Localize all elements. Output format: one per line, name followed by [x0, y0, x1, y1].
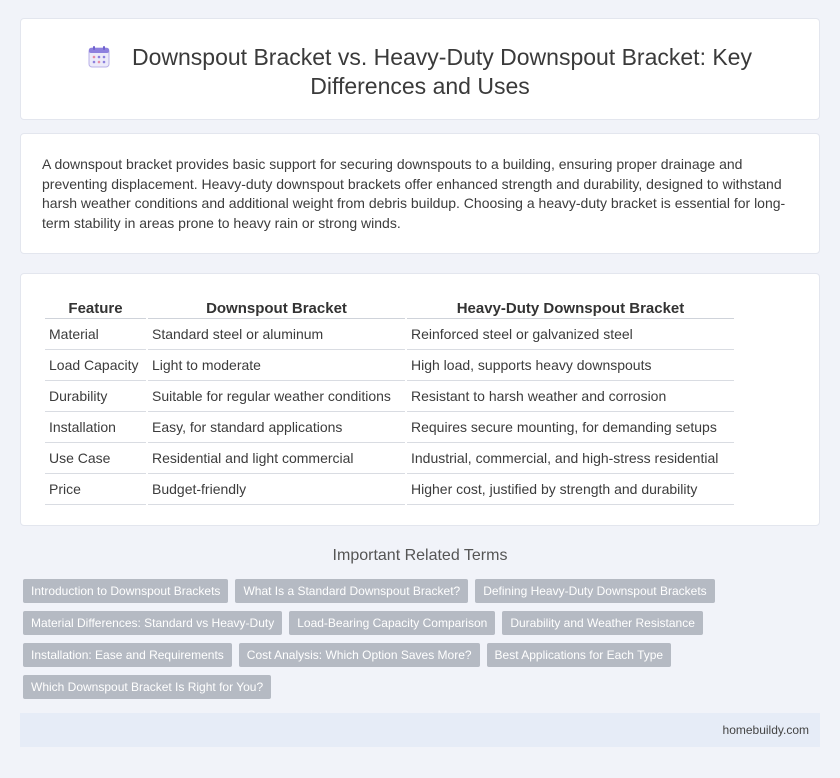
related-term-link[interactable]: Introduction to Downspout Brackets: [23, 579, 228, 603]
standard-cell: Suitable for regular weather conditions: [148, 381, 405, 412]
related-term-link[interactable]: Load-Bearing Capacity Comparison: [289, 611, 495, 635]
footer-site-name: homebuildy.com: [722, 723, 809, 737]
feature-cell: Durability: [45, 381, 146, 412]
related-terms-heading: Important Related Terms: [332, 547, 508, 564]
feature-cell: Load Capacity: [45, 350, 146, 381]
heavy-duty-cell: Industrial, commercial, and high-stress residential: [407, 443, 734, 474]
heavy-duty-cell: Requires secure mounting, for demanding setups: [407, 412, 734, 443]
related-term-link[interactable]: Best Applications for Each Type: [487, 643, 672, 667]
page-title-wrap: [21, 43, 819, 101]
intro-card: [20, 133, 820, 254]
standard-cell: Light to moderate: [148, 350, 405, 381]
table-row: [45, 412, 734, 443]
related-term-link[interactable]: Durability and Weather Resistance: [502, 611, 703, 635]
heavy-duty-cell: High load, supports heavy downspouts: [407, 350, 734, 381]
comparison-table: [43, 298, 736, 505]
header-feature: Feature: [45, 298, 146, 319]
related-term-link[interactable]: What Is a Standard Downspout Bracket?: [235, 579, 468, 603]
standard-cell: Standard steel or aluminum: [148, 319, 405, 350]
header-downspout-bracket: Downspout Bracket: [148, 298, 405, 319]
standard-cell: Easy, for standard applications: [148, 412, 405, 443]
footer: [20, 713, 820, 747]
table-header-row: [45, 298, 734, 319]
table-row: [45, 319, 734, 350]
heavy-duty-cell: Resistant to harsh weather and corrosion: [407, 381, 734, 412]
table-row: [45, 381, 734, 412]
related-term-link[interactable]: Installation: Ease and Requirements: [23, 643, 232, 667]
table-row: [45, 350, 734, 381]
feature-cell: Material: [45, 319, 146, 350]
feature-cell: Installation: [45, 412, 146, 443]
header-heavy-duty-bracket: Heavy-Duty Downspout Bracket: [407, 298, 734, 319]
related-term-link[interactable]: Which Downspout Bracket Is Right for You?: [23, 675, 271, 699]
heavy-duty-cell: Higher cost, justified by strength and durability: [407, 474, 734, 505]
related-term-link[interactable]: Cost Analysis: Which Option Saves More?: [239, 643, 480, 667]
table-row: [45, 443, 734, 474]
related-terms-list: [23, 579, 723, 707]
feature-cell: Use Case: [45, 443, 146, 474]
feature-cell: Price: [45, 474, 146, 505]
standard-cell: Residential and light commercial: [148, 443, 405, 474]
related-term-link[interactable]: Defining Heavy-Duty Downspout Brackets: [475, 579, 714, 603]
standard-cell: Budget-friendly: [148, 474, 405, 505]
intro-paragraph: A downspout bracket provides basic support for securing downspouts to a building, ensuring proper drainage and preventing displacement. Heavy-duty downspout brackets offer enhanced strength and durability, designed to withstand harsh weather conditions and additional weight from debris buildup. Choosing a heavy-duty bracket is essential for long-term stability in areas prone to heavy rain or strong winds.: [42, 156, 786, 231]
heavy-duty-cell: Reinforced steel or galvanized steel: [407, 319, 734, 350]
page-title: Downspout Bracket vs. Heavy-Duty Downspout Bracket: Key Differences and Uses: [132, 44, 752, 99]
title-card: [20, 18, 820, 120]
related-term-link[interactable]: Material Differences: Standard vs Heavy-Duty: [23, 611, 282, 635]
comparison-card: [20, 273, 820, 526]
calendar-icon: [88, 46, 110, 68]
table-row: [45, 474, 734, 505]
